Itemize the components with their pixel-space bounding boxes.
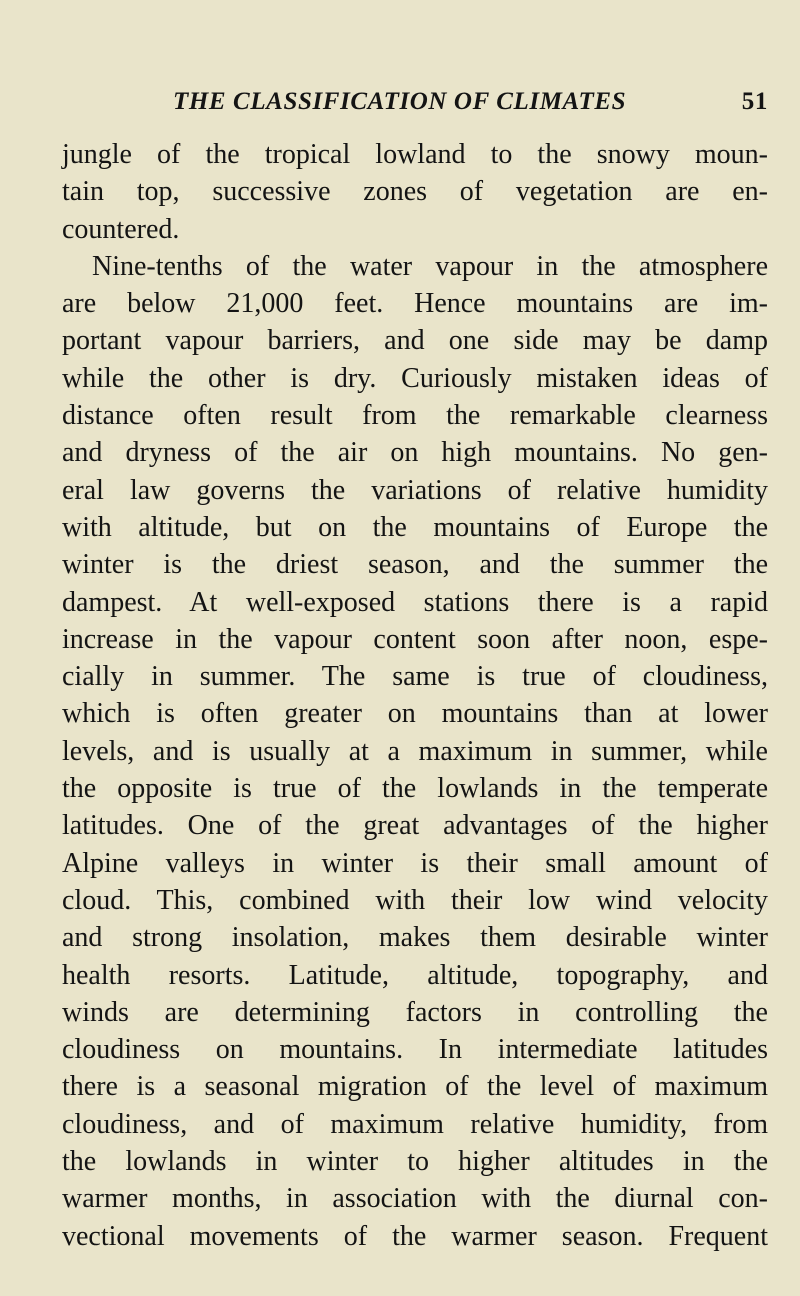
text-line: vectional movements of the warmer season. Frequent xyxy=(62,1220,768,1252)
text-line: are below 21,000 feet. Hence mountains are im- xyxy=(62,288,768,320)
text-line: the lowlands in winter to higher altitudes in the xyxy=(62,1146,768,1178)
text-line: Alpine valleys in winter is their small amount of xyxy=(62,847,768,879)
text-line: warmer months, in association with the diurnal con- xyxy=(62,1183,768,1215)
text-line: tain top, successive zones of vegetation are en- xyxy=(62,176,768,208)
text-line: countered. xyxy=(62,213,180,245)
running-head xyxy=(173,88,768,122)
text-line: and dryness of the air on high mountains. No gen- xyxy=(62,437,768,469)
text-line: portant vapour barriers, and one side may be damp xyxy=(62,325,768,357)
text-line: cloud. This, combined with their low wind velocity xyxy=(62,884,768,916)
text-line: cially in summer. The same is true of cloudiness, xyxy=(62,661,768,693)
page-number: 51 xyxy=(741,88,768,115)
text-line: winter is the driest season, and the summer the xyxy=(62,549,768,581)
text-line: distance often result from the remarkable clearness xyxy=(62,400,768,432)
text-line: Nine-tenths of the water vapour in the atmosphere xyxy=(92,250,768,282)
text-line: there is a seasonal migration of the level of maximum xyxy=(62,1071,768,1103)
text-line: winds are determining factors in controlling the xyxy=(62,996,768,1028)
text-line: jungle of the tropical lowland to the snowy moun- xyxy=(62,139,768,170)
text-line: cloudiness on mountains. In intermediate latitudes xyxy=(62,1034,768,1066)
text-line: eral law governs the variations of relative humidity xyxy=(62,474,768,506)
text-line: and strong insolation, makes them desirable winter xyxy=(62,922,768,954)
text-line: which is often greater on mountains than at lower xyxy=(62,698,768,730)
text-line: while the other is dry. Curiously mistaken ideas of xyxy=(62,362,768,394)
text-line: increase in the vapour content soon after noon, espe- xyxy=(62,623,768,655)
text-line: the opposite is true of the lowlands in the temperate xyxy=(62,773,768,805)
running-title: THE CLASSIFICATION OF CLIMATES xyxy=(173,88,627,115)
text-line: dampest. At well-exposed stations there is a rapid xyxy=(62,586,768,618)
text-line: levels, and is usually at a maximum in summer, while xyxy=(62,735,768,767)
text-line: latitudes. One of the great advantages of the higher xyxy=(62,810,768,842)
text-line: with altitude, but on the mountains of Europe the xyxy=(62,511,768,543)
body-text xyxy=(62,136,768,1255)
text-line: health resorts. Latitude, altitude, topography, and xyxy=(62,959,768,991)
text-line: cloudiness, and of maximum relative humidity, from xyxy=(62,1108,768,1140)
